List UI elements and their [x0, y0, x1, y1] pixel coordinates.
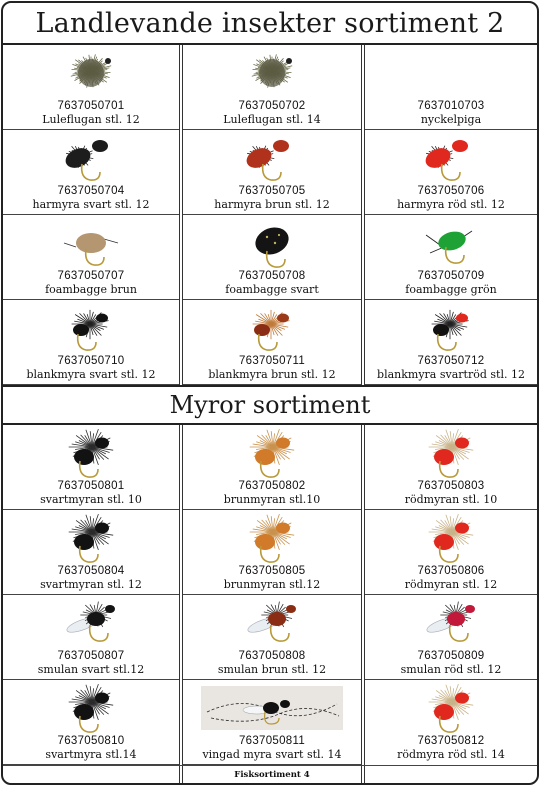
product-name: svartmyran stl. 10 — [40, 493, 142, 506]
product-code: 7637050706 — [417, 185, 485, 197]
product-name: blankmyra svartröd stl. 12 — [377, 368, 525, 381]
empty-picture — [365, 45, 537, 100]
product-code: 7637050809 — [417, 650, 485, 662]
winged-ant-black-icon — [3, 595, 179, 650]
product-code: 7637050708 — [238, 270, 306, 282]
product-name: rödmyra röd stl. 14 — [397, 748, 505, 761]
product-cell — [183, 510, 361, 595]
footer-row — [3, 765, 537, 783]
product-name: vingad myra svart stl. 14 — [202, 748, 342, 761]
product-code: 7637050710 — [57, 355, 125, 367]
catalog-sheet — [1, 1, 539, 785]
ant-red-icon — [365, 680, 537, 735]
product-cell — [183, 45, 361, 130]
product-cell — [183, 300, 361, 385]
product-cell — [3, 45, 179, 130]
product-name: rödmyran stl. 12 — [404, 578, 498, 591]
product-cell — [183, 680, 361, 765]
product-name: brunmyran stl.12 — [223, 578, 321, 591]
foam-beetle-green-icon — [365, 215, 537, 270]
product-name: Luleflugan stl. 12 — [42, 113, 140, 126]
product-name: Luleflugan stl. 14 — [223, 113, 321, 126]
product-code: 7637050707 — [57, 270, 125, 282]
product-code: 7637050811 — [238, 735, 306, 747]
product-code: 7637050806 — [417, 565, 485, 577]
product-name: blankmyra brun stl. 12 — [208, 368, 336, 381]
product-code: 7637050807 — [57, 650, 125, 662]
product-cell — [183, 425, 361, 510]
ant-black-icon — [3, 510, 179, 565]
product-name: blankmyra svart stl. 12 — [26, 368, 156, 381]
product-code: 7637050804 — [57, 565, 125, 577]
shiny-ant-brown-icon — [183, 300, 361, 355]
product-cell — [365, 510, 537, 595]
product-name: smulan röd stl. 12 — [400, 663, 502, 676]
product-name: foambagge brun — [45, 283, 137, 296]
product-name: rödmyran stl. 10 — [404, 493, 498, 506]
product-name: svartmyra stl.14 — [45, 748, 137, 761]
product-code: 7637010703 — [417, 100, 485, 112]
ant-black-icon — [3, 425, 179, 480]
shiny-ant-blackred-icon — [365, 300, 537, 355]
hare-ant-brown-icon — [183, 130, 361, 185]
product-code: 7637050801 — [57, 480, 125, 492]
insect-grid — [3, 45, 537, 385]
winged-ant-brown-icon — [183, 595, 361, 650]
product-cell — [3, 425, 179, 510]
product-name: brunmyran stl.10 — [223, 493, 321, 506]
product-cell — [183, 130, 361, 215]
product-code: 7637050805 — [238, 565, 306, 577]
product-cell — [3, 595, 179, 680]
product-code: 7637050808 — [238, 650, 306, 662]
ant-red-icon — [365, 510, 537, 565]
product-cell — [183, 595, 361, 680]
product-code: 7637050709 — [417, 270, 485, 282]
product-cell — [365, 215, 537, 300]
product-cell — [3, 215, 179, 300]
ant-red-icon — [365, 425, 537, 480]
fuzzy-fly-icon — [183, 45, 361, 100]
product-cell — [365, 595, 537, 680]
shiny-ant-black-icon — [3, 300, 179, 355]
fuzzy-fly-icon — [3, 45, 179, 100]
hare-ant-black-icon — [3, 130, 179, 185]
hare-ant-red-icon — [365, 130, 537, 185]
product-cell — [365, 130, 537, 215]
winged-ant-photo-icon — [183, 680, 361, 735]
ant-grid — [3, 425, 537, 765]
product-cell — [365, 680, 537, 765]
product-name: nyckelpiga — [420, 113, 482, 126]
footer-label: Fisksortiment 4 — [234, 769, 310, 780]
product-code: 7637050701 — [57, 100, 125, 112]
ant-ginger-icon — [183, 510, 361, 565]
product-name: smulan brun stl. 12 — [217, 663, 327, 676]
product-code: 7637050702 — [238, 100, 306, 112]
product-cell — [3, 300, 179, 385]
product-cell — [365, 45, 537, 130]
product-code: 7637050810 — [57, 735, 125, 747]
winged-ant-red-icon — [365, 595, 537, 650]
section-title: Myror sortiment — [3, 385, 537, 425]
product-cell — [365, 425, 537, 510]
product-name: foambagge grön — [405, 283, 497, 296]
product-name: smulan svart stl.12 — [37, 663, 145, 676]
ant-black-icon — [3, 680, 179, 735]
product-cell — [3, 130, 179, 215]
product-code: 7637050705 — [238, 185, 306, 197]
product-code: 7637050711 — [238, 355, 306, 367]
product-code: 7637050704 — [57, 185, 125, 197]
ant-ginger-icon — [183, 425, 361, 480]
page-title: Landlevande insekter sortiment 2 — [3, 3, 537, 45]
product-name: harmyra svart stl. 12 — [32, 198, 150, 211]
product-cell — [3, 680, 179, 765]
foam-beetle-brown-icon — [3, 215, 179, 270]
product-code: 7637050803 — [417, 480, 485, 492]
product-code: 7637050812 — [417, 735, 485, 747]
product-cell — [183, 215, 361, 300]
product-cell — [3, 510, 179, 595]
product-code: 7637050802 — [238, 480, 306, 492]
product-cell — [365, 300, 537, 385]
foam-beetle-black-icon — [183, 215, 361, 270]
product-name: foambagge svart — [225, 283, 319, 296]
product-name: harmyra brun stl. 12 — [214, 198, 330, 211]
product-name: svartmyran stl. 12 — [40, 578, 142, 591]
product-name: harmyra röd stl. 12 — [397, 198, 505, 211]
product-code: 7637050712 — [417, 355, 485, 367]
